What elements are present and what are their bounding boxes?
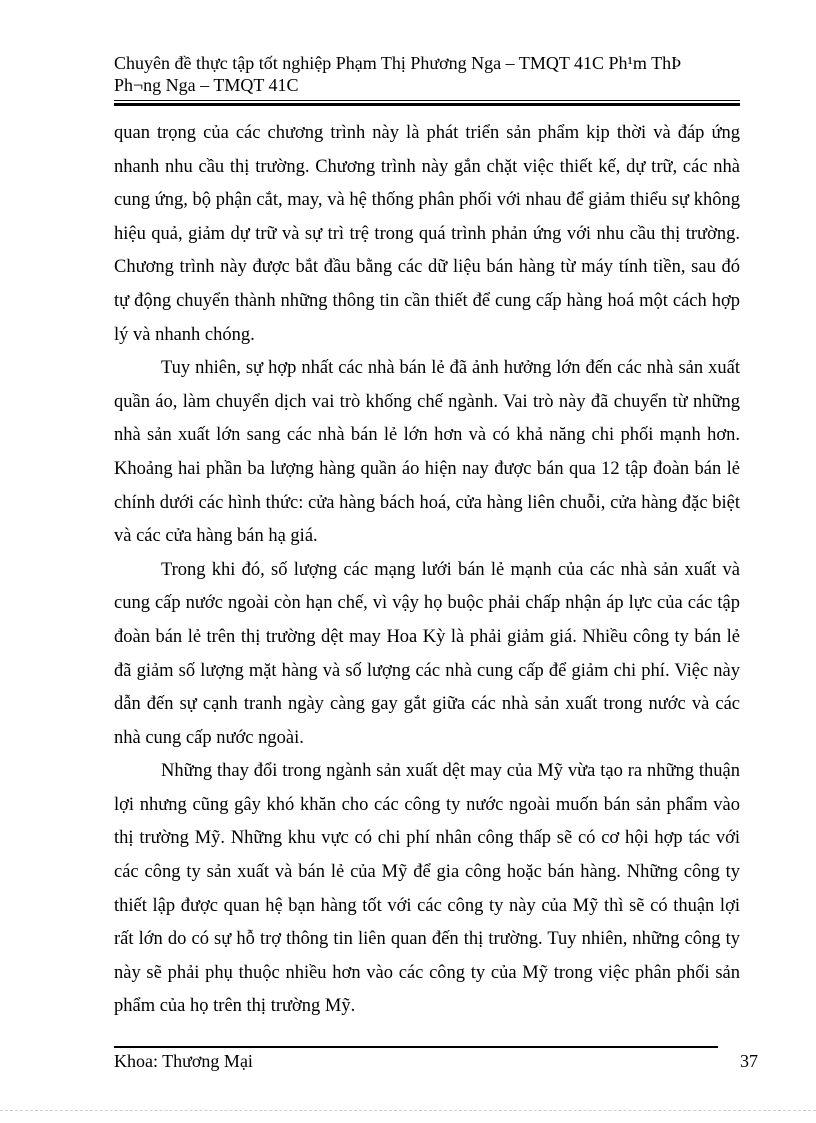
footer-department: Khoa: Thương Mại [114,1051,253,1071]
footer-rule [114,1046,718,1048]
document-body [114,117,740,1024]
paragraph-1: quan trọng của các chương trình này là phát triển sản phẩm kịp thời và đáp ứng nhanh nhu cầu thị trường. Chương trình này gắn chặt việc thiết kế, dự trữ, các nhà cung ứng, bộ phận cắt, may, và hệ thống phân phối với nhau để giảm thiểu sự không hiệu quả, giảm dự trữ và sự trì trệ trong quá trình phản ứng với nhu cầu thị trường. Chương trình này được bắt đầu bằng các dữ liệu bán hàng từ máy tính tiền, sau đó tự động chuyển thành những thông tin cần thiết để cung cấp hàng hoá một cách hợp lý và nhanh chóng. [114,123,740,345]
paragraph-4: Những thay đổi trong ngành sản xuất dệt may của Mỹ vừa tạo ra những thuận lợi nhưng cũng gây khó khăn cho các công ty nước ngoài muốn bán sản phẩm vào thị trường Mỹ. Những khu vực có chi phí nhân công thấp sẽ có cơ hội hợp tác với các công ty sản xuất và bán lẻ của Mỹ để gia công hoặc bán hàng. Những công ty thiết lập được quan hệ bạn hàng tốt với các công ty này của Mỹ thì sẽ có thuận lợi rất lớn do có sự hỗ trợ thông tin liên quan đến thị trường. Tuy nhiên, những công ty này sẽ phải phụ thuộc nhiều hơn vào các công ty của Mỹ trong việc phân phối sản phẩm của họ trên thị trường Mỹ. [114,761,740,1017]
page-header [114,52,724,96]
page-number: 37 [740,1051,758,1071]
header-line-1: Chuyên đề thực tập tốt nghiệp Phạm Thị Phương Nga – TMQT 41C Ph¹m ThÞ [114,53,682,73]
paragraph-3: Trong khi đó, số lượng các mạng lưới bán lẻ mạnh của các nhà sản xuất và cung cấp nước ngoài còn hạn chế, vì vậy họ buộc phải chấp nhận áp lực của các tập đoàn bán lẻ trên thị trường dệt may Hoa Kỳ là phải giảm giá. Nhiều công ty bán lẻ đã giảm số lượng mặt hàng và số lượng các nhà cung cấp để giảm chi phí. Việc này dẫn đến sự cạnh tranh ngày càng gay gắt giữa các nhà sản xuất trong nước và các nhà cung cấp nước ngoài. [114,559,740,748]
header-rule-thin [114,100,740,101]
header-rule-thick [114,103,740,106]
paragraph-2: Tuy nhiên, sự hợp nhất các nhà bán lẻ đã ảnh hưởng lớn đến các nhà sản xuất quần áo, làm chuyển dịch vai trò khống chế ngành. Vai trò này đã chuyển từ những nhà sản xuất lớn sang các nhà bán lẻ lớn hơn và có khả năng chi phối mạnh hơn. Khoảng hai phần ba lượng hàng quần áo hiện nay được bán qua 12 tập đoàn bán lẻ chính dưới các hình thức: cửa hàng bách hoá, cửa hàng liên chuỗi, cửa hàng đặc biệt và các cửa hàng bán hạ giá. [114,358,740,547]
header-line-2: Ph¬ng Nga – TMQT 41C [114,75,299,95]
page-edge-divider [0,1110,816,1112]
